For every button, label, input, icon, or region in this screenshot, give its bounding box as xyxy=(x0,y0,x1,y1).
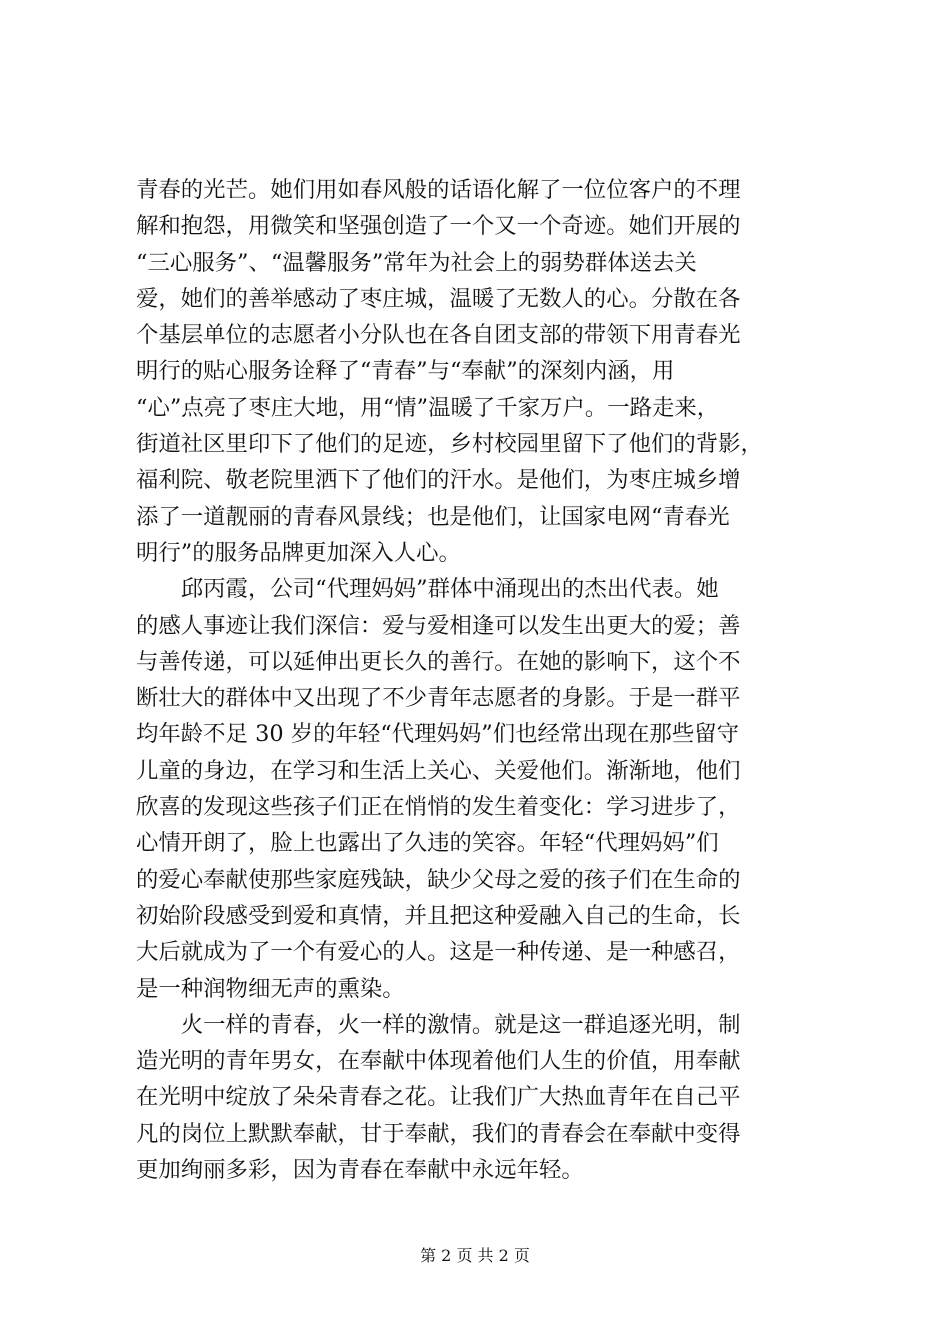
text-line: 凡的岗位上默默奉献，甘于奉献，我们的青春会在奉献中变得 xyxy=(136,1120,741,1147)
page-number: 第 2 页 共 2 页 xyxy=(420,1246,530,1265)
text-line: 明行的贴心服务诠释了“青春”与“奉献”的深刻内涵，用 xyxy=(136,358,675,385)
text-line: 爱，她们的善举感动了枣庄城，温暖了无数人的心。分散在各 xyxy=(136,285,741,312)
text-line: 的爱心奉献使那些家庭残缺，缺少父母之爱的孩子们在生命的 xyxy=(136,866,741,893)
text-line: 心情开朗了，脸上也露出了久违的笑容。年轻“代理妈妈”们 xyxy=(136,830,719,857)
text-line: 在光明中绽放了朵朵青春之花。让我们广大热血青年在自己平 xyxy=(136,1084,741,1111)
text-line: 与善传递，可以延伸出更长久的善行。在她的影响下，这个不 xyxy=(136,648,741,675)
text-line: 的感人事迹让我们深信：爱与爱相逢可以发生出更大的爱；善 xyxy=(136,612,741,639)
text-line: 儿童的身边，在学习和生活上关心、关爱他们。渐渐地，他们 xyxy=(136,757,741,784)
text-line: 断壮大的群体中又出现了不少青年志愿者的身影。于是一群平 xyxy=(136,685,741,712)
text-line: 更加绚丽多彩，因为青春在奉献中永远年轻。 xyxy=(136,1157,584,1184)
text-line: “心”点亮了枣庄大地，用“情”温暖了千家万户。一路走来， xyxy=(136,394,720,421)
text-line: 大后就成为了一个有爱心的人。这是一种传递、是一种感召， xyxy=(136,939,741,966)
text-line: 是一种润物细无声的熏染。 xyxy=(136,975,405,1002)
body-text xyxy=(136,172,836,1188)
text-line: 个基层单位的志愿者小分队也在各自团支部的带领下用青春光 xyxy=(136,322,741,349)
text-line: 街道社区里印下了他们的足迹，乡村校园里留下了他们的背影， xyxy=(136,431,763,458)
page-footer xyxy=(0,1245,950,1267)
text-line: 青春的光芒。她们用如春风般的话语化解了一位位客户的不理 xyxy=(136,177,741,203)
text-line: 添了一道靓丽的青春风景线；也是他们，让国家电网“青春光 xyxy=(136,503,730,530)
text-line: 均年龄不足 30 岁的年轻“代理妈妈”们也经常出现在那些留守 xyxy=(136,721,739,748)
text-line: 明行”的服务品牌更加深入人心。 xyxy=(136,539,461,566)
text-line: 邱丙霞，公司“代理妈妈”群体中涌现出的杰出代表。她 xyxy=(136,576,719,603)
text-line: 欣喜的发现这些孩子们正在悄悄的发生着变化：学习进步了， xyxy=(136,794,741,821)
text-line: 初始阶段感受到爱和真情，并且把这种爱融入自己的生命，长 xyxy=(136,902,741,929)
text-line: 福利院、敬老院里洒下了他们的汗水。是他们，为枣庄城乡增 xyxy=(136,467,741,494)
text-line: “三心服务”、“温馨服务”常年为社会上的弱势群体送去关 xyxy=(136,249,697,276)
text-line: 造光明的青年男女，在奉献中体现着他们人生的价值，用奉献 xyxy=(136,1048,741,1075)
text-line: 解和抱怨，用微笑和坚强创造了一个又一个奇迹。她们开展的 xyxy=(136,213,741,240)
text-line: 火一样的青春，火一样的激情。就是这一群追逐光明，制 xyxy=(136,1011,741,1038)
